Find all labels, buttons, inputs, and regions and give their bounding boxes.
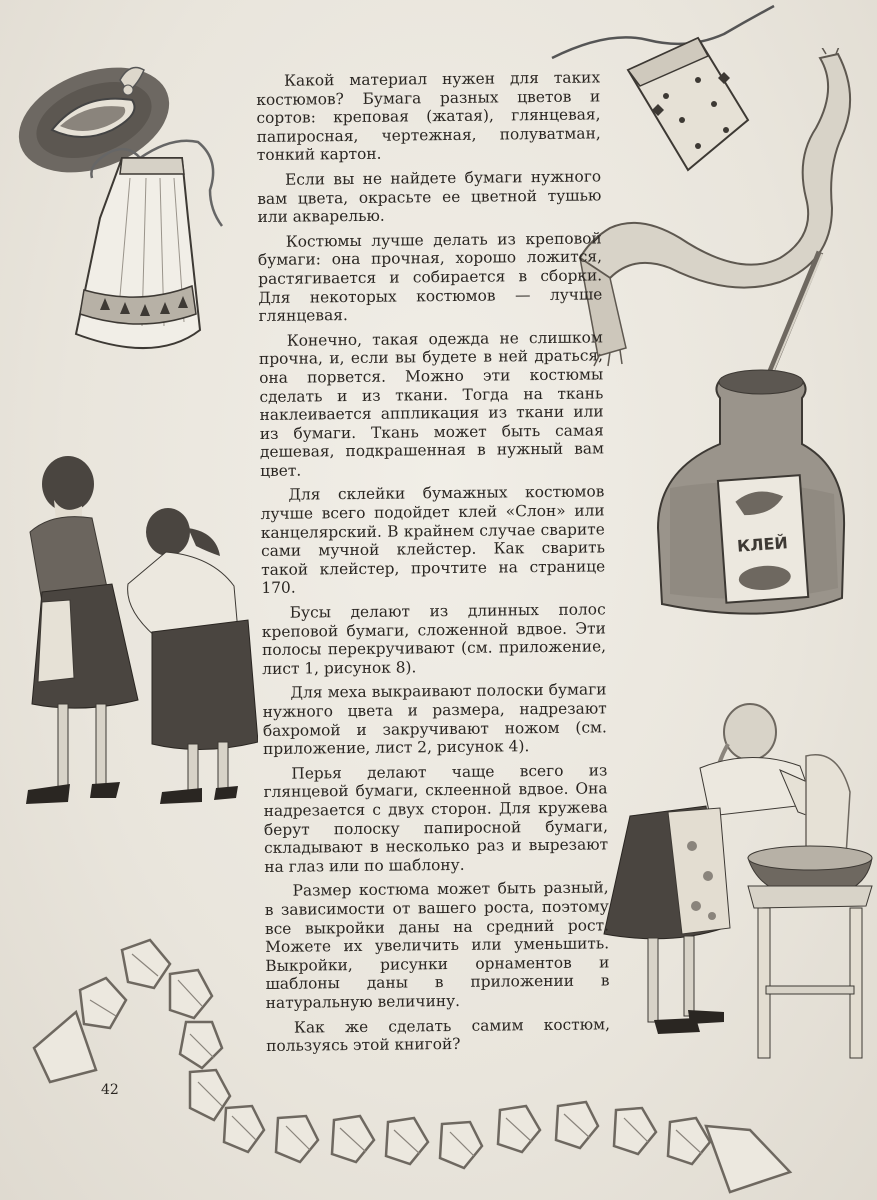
paragraph-size: Размер костюма может быть разный, в зависимости от вашего роста, поэтому все выкройки даны на средний рост. Можете их увеличить или уменьшить. Выкройки, рисунки орнаментов и шаблоны даны в приложении в натуральную величину.: [264, 878, 610, 1012]
paragraph-coloring: Если вы не найдете бумаги нужного вам цвета, окрасьте ее цветной тушью или акварелью.: [257, 167, 602, 227]
paragraph-beads: Бусы делают из длинных полос креповой бумаги, сложенной вдвое. Эти полосы перекручивают (см. приложение, лист 1, рисунок 8).: [261, 600, 607, 678]
paragraph-feathers: Перья делают чаще всего из глянцевой бумаги, склеенной вдвое. Она надрезается с двух сторон. Для кружева берут полоску папиросной бумаги, складывают в несколько раз и вырезают на глаз или по шаблону.: [263, 761, 609, 876]
glue-label: КЛЕЙ: [736, 533, 789, 556]
paragraph-fur: Для меха выкраивают полоски бумаги нужного цвета и размера, надрезают бахромой и закручивают ножом (см. приложение, лист 2, рисунок 4).: [262, 680, 607, 759]
paragraph-materials: Какой материал нужен для таких костюмов? Бумага разных цветов и сортов: креповая (жатая), глянцевая, папиросная, чертежная, полуватман, тонкий картон.: [256, 68, 601, 165]
paragraph-question: Как же сделать самим костюм, пользуясь этой книгой?: [266, 1014, 611, 1056]
paragraph-fabric: Конечно, такая одежда не слишком прочна, и, если вы будете в ней драться, она порвется. Можно эти костюмы сделать и из ткани. Тогда на ткань наклеивается аппликация из ткани или из бумаги. Ткань может быть самая дешевая, подкрашенная в нужный вам цвет.: [258, 328, 605, 480]
paragraph-crepe-paper: Костюмы лучше делать из креповой бумаги: она прочная, хорошо ложится, растягивается и собирается в сборки. Для некоторых костюмов — лучше глянцевая.: [257, 229, 603, 326]
paragraph-glue: Для склейки бумажных костюмов лучше всего подойдет клей «Слон» или канцелярский. В крайнем случае сварите сами мучной клейстер. Как сварить такой клейстер, прочтите на странице 170.: [260, 482, 606, 598]
apron-illustration: [60, 130, 240, 370]
girls-fitting-costume-illustration: [12, 452, 258, 812]
page-number: 42: [101, 1082, 119, 1098]
main-text-column: [256, 68, 610, 1061]
glue-bottle-illustration: [650, 248, 850, 628]
